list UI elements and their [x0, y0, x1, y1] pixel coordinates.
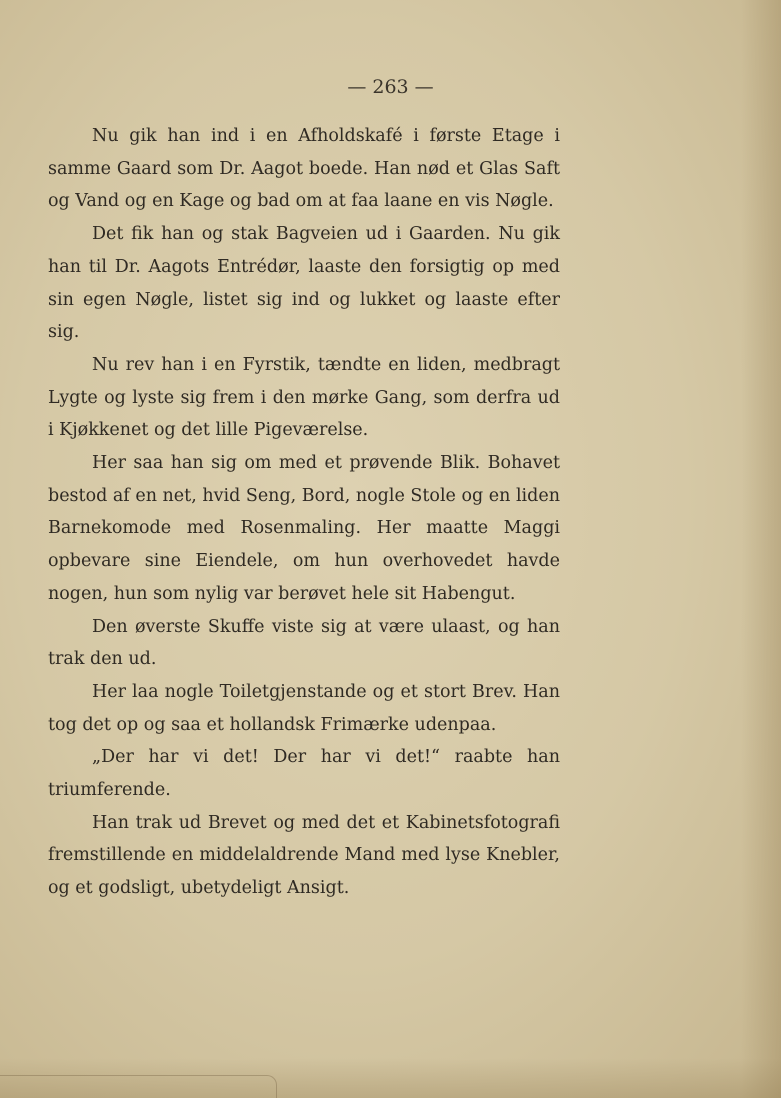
page-edge-shadow-right: [741, 0, 781, 1098]
paragraph: Nu gik han ind i en Afholdskafé i første Etage i samme Gaard som Dr. Aagot boede. Han nød et Glas Saft og Vand og en Kage og bad om at faa laane en vis Nøgle.: [48, 126, 560, 212]
body-text: [48, 120, 560, 905]
paragraph: Her laa nogle Toiletgjenstande og et stort Brev. Han tog det op og saa et hollandsk Frimærke udenpaa.: [48, 681, 560, 735]
page-number: — 263 —: [347, 76, 434, 98]
paper-fold-mark: [0, 1075, 277, 1098]
paragraph: Her saa han sig om med et prøvende Blik. Bohavet bestod af en net, hvid Seng, Bord, nogle Stole og en liden Barnekomode med Rosenmaling. Her maatte Maggi opbevare sine Eiendele, om hun overhovedet havde nogen, hun som nylig var berøvet hele sit Habengut.: [48, 453, 560, 604]
paragraph: Nu rev han i en Fyrstik, tændte en liden, medbragt Lygte og lyste sig frem i den mørke Gang, som derfra ud i Kjøkkenet og det lille Pigeværelse.: [48, 354, 560, 441]
paragraph: Den øverste Skuffe viste sig at være ulaast, og han trak den ud.: [48, 616, 560, 670]
paragraph: „Der har vi det! Der har vi det!“ raabte han triumferende.: [48, 747, 560, 801]
paragraph: Det fik han og stak Bagveien ud i Gaarden. Nu gik han til Dr. Aagots Entrédør, laaste den forsigtig op med sin egen Nøgle, listet sig ind og lukket og laaste efter sig.: [48, 224, 560, 343]
paragraph: Han trak ud Brevet og med det et Kabinetsfotografi fremstillende en middelaldrende Mand med lyse Knebler, og et godsligt, ubetydeligt Ansigt.: [48, 812, 560, 899]
